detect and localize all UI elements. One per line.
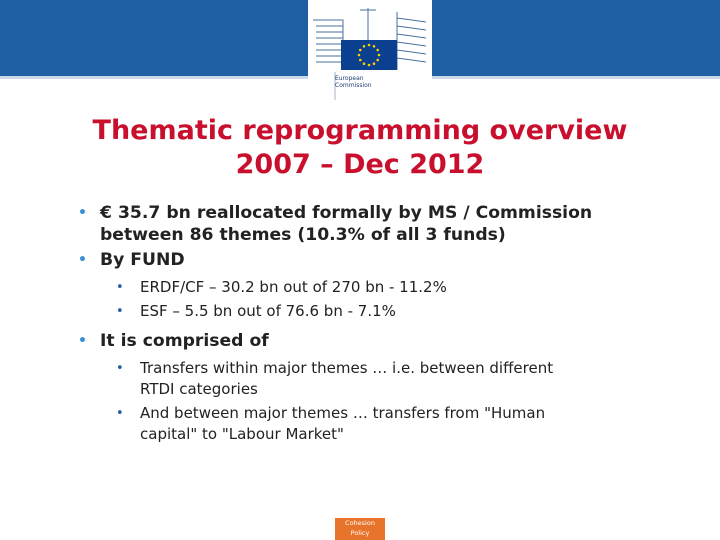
sub-bullet-dot-icon: • [116,304,124,319]
sub-bullet-dot-icon: • [116,361,124,376]
footer-line-2: Policy [350,529,370,537]
bullet-by-fund [78,249,698,271]
logo-text [335,75,372,89]
bullet-text: It is comprised of [100,331,269,351]
eu-star-icon [363,62,366,65]
footer-line-1: Cohesion [345,519,375,527]
logo-line-european: European [335,75,364,82]
logo-line-commission: Commission [335,82,372,89]
eu-star-icon [376,59,379,62]
bullet-text: between 86 themes (10.3% of all 3 funds) [100,225,506,245]
sub-bullet-text: ESF – 5.5 bn out of 76.6 bn - 7.1% [140,302,396,320]
eu-star-icon [376,49,379,52]
sub-bullet-dot-icon: • [116,280,124,295]
bullet-comprised-of [78,330,698,352]
eu-star-icon [368,64,371,67]
eu-star-icon [363,45,366,48]
cohesion-policy-badge [335,518,385,540]
bullet-dot-icon: • [78,333,87,349]
eu-star-icon [373,45,376,48]
title-line-1: Thematic reprogramming overview [92,115,628,146]
sub-bullet-transfers-within [116,358,698,400]
bullet-text: € 35.7 bn reallocated formally by MS / Commission [100,203,593,223]
sub-bullet-between-major [116,403,698,445]
sub-bullet-text: RTDI categories [140,380,258,398]
eu-star-icon [378,54,381,57]
eu-star-icon [373,62,376,65]
page-title [0,114,720,182]
sub-bullet-text: And between major themes … transfers from "Human [140,404,546,422]
bullet-dot-icon: • [78,252,87,268]
sub-bullet-text: capital" to "Labour Market" [140,425,344,443]
eu-star-icon [359,49,362,52]
bullet-text: By FUND [100,250,185,270]
eu-star-icon [368,44,371,47]
bullet-reallocated [78,202,698,246]
title-line-2: 2007 – Dec 2012 [235,149,485,180]
sub-bullet-text: ERDF/CF – 30.2 bn out of 270 bn - 11.2% [140,278,447,296]
sub-bullet-erdf [116,277,698,298]
eu-star-icon [358,54,361,57]
sub-bullet-esf [116,301,698,322]
eu-star-icon [359,59,362,62]
european-commission-logo [308,0,432,104]
sub-bullet-dot-icon: • [116,406,124,421]
bullet-list [78,202,698,448]
sub-bullet-text: Transfers within major themes … i.e. between different [140,359,554,377]
bullet-dot-icon: • [78,205,87,221]
